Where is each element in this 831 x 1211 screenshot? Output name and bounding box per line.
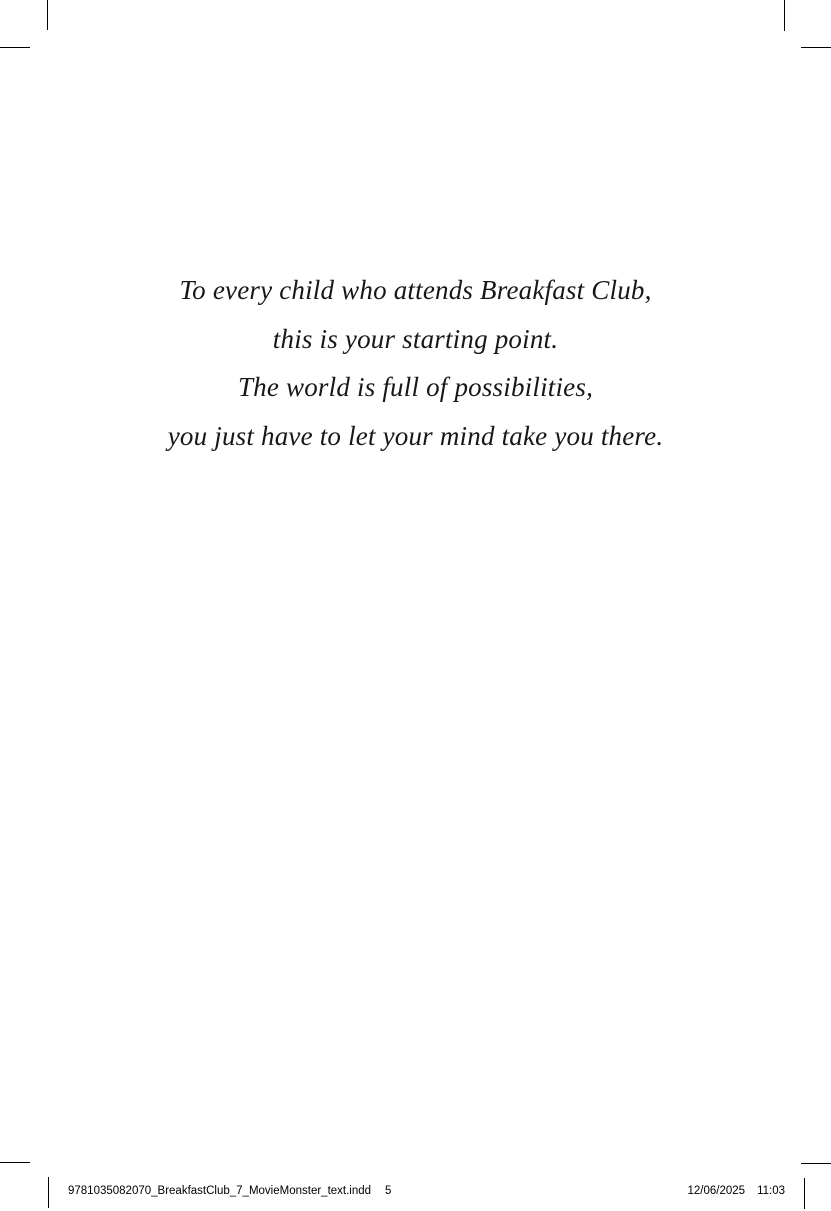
crop-mark-bottom-left-horizontal — [0, 1162, 30, 1163]
crop-mark-top-right-vertical — [784, 0, 785, 31]
crop-mark-top-left-horizontal — [0, 47, 30, 48]
dedication-line: you just have to let your mind take you there. — [167, 420, 664, 451]
dedication-text — [47, 266, 784, 460]
slug-file-info — [68, 1185, 391, 1198]
crop-mark-top-right-horizontal — [801, 47, 831, 48]
dedication-line: To every child who attends Breakfast Club, — [179, 275, 652, 305]
slug-right-bar — [804, 1178, 805, 1209]
dedication-line: this is your starting point. — [272, 323, 559, 354]
slug-filename: 9781035082070_BreakfastClub_7_MovieMonster_text.indd — [68, 1185, 372, 1197]
crop-mark-bottom-right-horizontal — [801, 1163, 831, 1164]
slug-datetime — [688, 1185, 786, 1198]
crop-mark-top-left-vertical — [47, 0, 48, 30]
slug-time: 11:03 — [757, 1185, 785, 1197]
dedication-line: The world is full of possibilities, — [237, 372, 594, 402]
slug-left-bar — [48, 1177, 49, 1208]
slug-date: 12/06/2025 — [687, 1185, 746, 1197]
slug-page-number: 5 — [385, 1185, 392, 1197]
